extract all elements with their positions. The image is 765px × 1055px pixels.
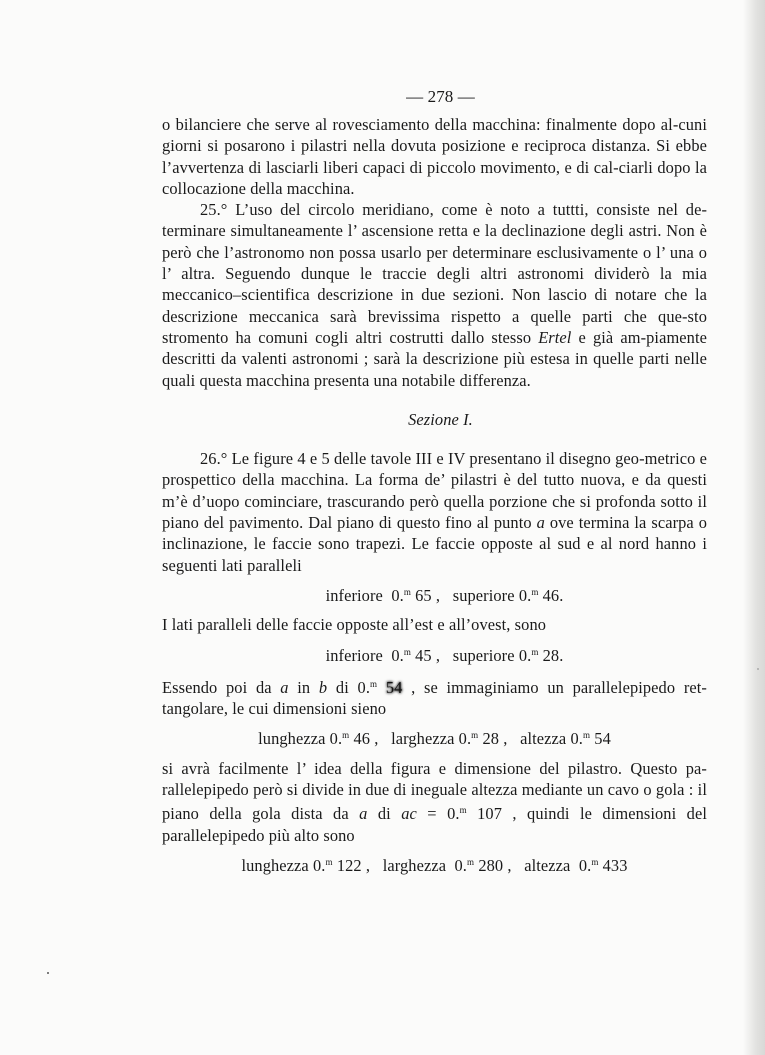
point-a: a <box>536 513 545 533</box>
unit-meter: m <box>459 805 467 816</box>
formula-south-north: inferiore 0.$^m$ 65 , superiore 0.$^m$ 46. <box>325 585 564 605</box>
paragraph-text: , quindi le dimensioni del parallelepipedo più alto sono <box>162 804 707 845</box>
formula-value: 46. <box>542 585 564 605</box>
formula-label: altezza <box>520 729 567 749</box>
formula-value: 28. <box>542 645 564 665</box>
point-a: a <box>280 677 289 697</box>
page-number: — 278 — <box>406 87 475 106</box>
formula-label: superiore <box>452 585 515 605</box>
formula-prefix: 0. <box>458 729 472 749</box>
formula-dimensions-base: lunghezza 0.$^m$ 46 , larghezza 0.$^m$ 28 , altezza 0.$^m$ 54 <box>258 729 611 749</box>
formula-value: 45 <box>415 645 432 665</box>
formula-prefix: 0. <box>518 585 532 605</box>
formula-value: 46 <box>353 729 371 749</box>
paragraph-26-text-a: 26.° Le figure 4 e 5 delle tavole III e IV presentano il disegno geo-metrico e prospettico della macchina. La forma de’ pilastri è del tutto nuova, e da questi m’è d’uopo cominciare, trascurando però quella porzione che si profonda sotto il piano del pavimento. Dal piano di questo fino al punto <box>162 449 707 533</box>
formula-label: altezza <box>524 855 571 875</box>
paragraph-parallelepiped <box>162 674 707 720</box>
page-edge-shadow <box>743 0 765 1055</box>
formula-label: lunghezza <box>241 855 309 875</box>
formula-prefix: 0. <box>570 729 583 749</box>
name-ertel: Ertel <box>538 327 572 347</box>
paragraph-text: di 0. <box>327 677 371 697</box>
unit-meter: m <box>582 730 591 741</box>
formula-value: 107 <box>477 804 502 824</box>
formula-label: lunghezza <box>258 729 326 749</box>
unit-meter: m <box>403 646 411 657</box>
unit-meter: m <box>591 856 599 867</box>
paragraph-25-text-b: e già am-piamente descritti da valenti astronomi ; sarà la descrizione più estesa in quelle parti nelle quali questa macchina presenta una notabile differenza. <box>162 327 707 390</box>
paragraph-text: = 0. <box>416 804 460 824</box>
unit-meter: m <box>325 856 333 867</box>
formula-dimensions-upper: lunghezza 0.$^m$ 122 , larghezza 0.$^m$ 280 , altezza 0.$^m$ 433 <box>241 855 628 875</box>
unit-meter: m <box>531 646 539 657</box>
formula-prefix: 0. <box>518 645 532 665</box>
formula-prefix: 0. <box>391 585 404 605</box>
document-page <box>162 86 707 884</box>
formula-value: 433 <box>602 855 628 875</box>
formula-east-west: inferiore 0.$^m$ 45 , superiore 0.$^m$ 28. <box>325 645 564 665</box>
formula-value: 28 <box>482 729 500 749</box>
formula-label: larghezza <box>382 855 447 875</box>
paragraph-25 <box>162 199 707 391</box>
unit-meter: m <box>342 730 350 741</box>
paragraph-east-west: I lati paralleli delle faccie opposte all’est e all’ovest, sono <box>162 615 547 635</box>
unit-meter: m <box>370 678 378 689</box>
paragraph-text: , se immaginiamo un parallelepipedo ret-tangolare, le cui dimensioni sieno <box>162 677 707 719</box>
formula-label: inferiore <box>325 645 383 665</box>
paragraph-text: si avrà facilmente l’ idea della figura e dimensione del pilastro. Questo pa-rallelepipedo però si divide in due di ineguale altezza mediante un cavo o gola : il piano della gola dista da <box>162 758 707 824</box>
paragraph-text: di <box>367 804 402 824</box>
formula-prefix: 0. <box>454 855 468 875</box>
unit-meter: m <box>531 586 539 597</box>
unit-meter: m <box>467 856 475 867</box>
paragraph-26 <box>162 448 707 576</box>
formula-value: 65 <box>415 585 432 605</box>
paragraph-text: in <box>288 677 319 697</box>
paragraph-text: Essendo poi da <box>162 677 281 697</box>
formula-label: larghezza <box>391 729 455 749</box>
formula-label: inferiore <box>325 585 383 605</box>
unit-meter: m <box>471 730 479 741</box>
formula-prefix: 0. <box>391 645 404 665</box>
formula-value: 54 <box>594 729 611 749</box>
formula-value: 122 <box>336 855 362 875</box>
section-title: Sezione I. <box>408 409 473 429</box>
segment-ac: ac <box>401 804 417 824</box>
formula-label: superiore <box>452 645 515 665</box>
ink-smudged-value: 54 <box>385 677 403 697</box>
paper-speck <box>47 972 49 974</box>
paragraph-gola <box>162 758 707 846</box>
formula-prefix: 0. <box>578 855 592 875</box>
point-b: b <box>318 677 328 697</box>
paragraph-continuation: o bilanciere che serve al rovesciamento della macchina: finalmente dopo al-cuni giorni si posarono i pilastri nella dovuta posizione e reciproca distanza. Si ebbe l’avvertenza di lasciarli liberi capaci di piccolo movimento, e di cal-ciarli dopo la collocazione della macchina. <box>162 115 707 198</box>
point-a: a <box>359 804 368 824</box>
formula-prefix: 0. <box>313 855 326 875</box>
formula-value: 280 <box>478 855 504 875</box>
paper-speck <box>757 668 759 670</box>
paragraph-26-text-b: ove termina la scarpa o inclinazione, le faccie sono trapezi. Le faccie opposte al sud e al nord hanno i seguenti lati paralleli <box>162 513 708 575</box>
paragraph-25-text-a: 25.° L’uso del circolo meridiano, come è noto a tuttti, consiste nel de-terminare simultaneamente l’ ascensione retta e la declinazione degli astri. Non è però che l’astronomo non possa usarlo per determinare esclusivamente o l’ una o l’ altra. Seguendo dunque le traccie degli altri astronomi dividerò la mia meccanico–scientifica descrizione in due sezioni. Non lascio di notare che la descrizione meccanica sarà brevissima rispetto a quelle parti che que-sto stromento ha comuni cogli altri costrutti dallo stesso <box>162 200 707 347</box>
formula-prefix: 0. <box>329 729 343 749</box>
unit-meter: m <box>403 586 411 597</box>
